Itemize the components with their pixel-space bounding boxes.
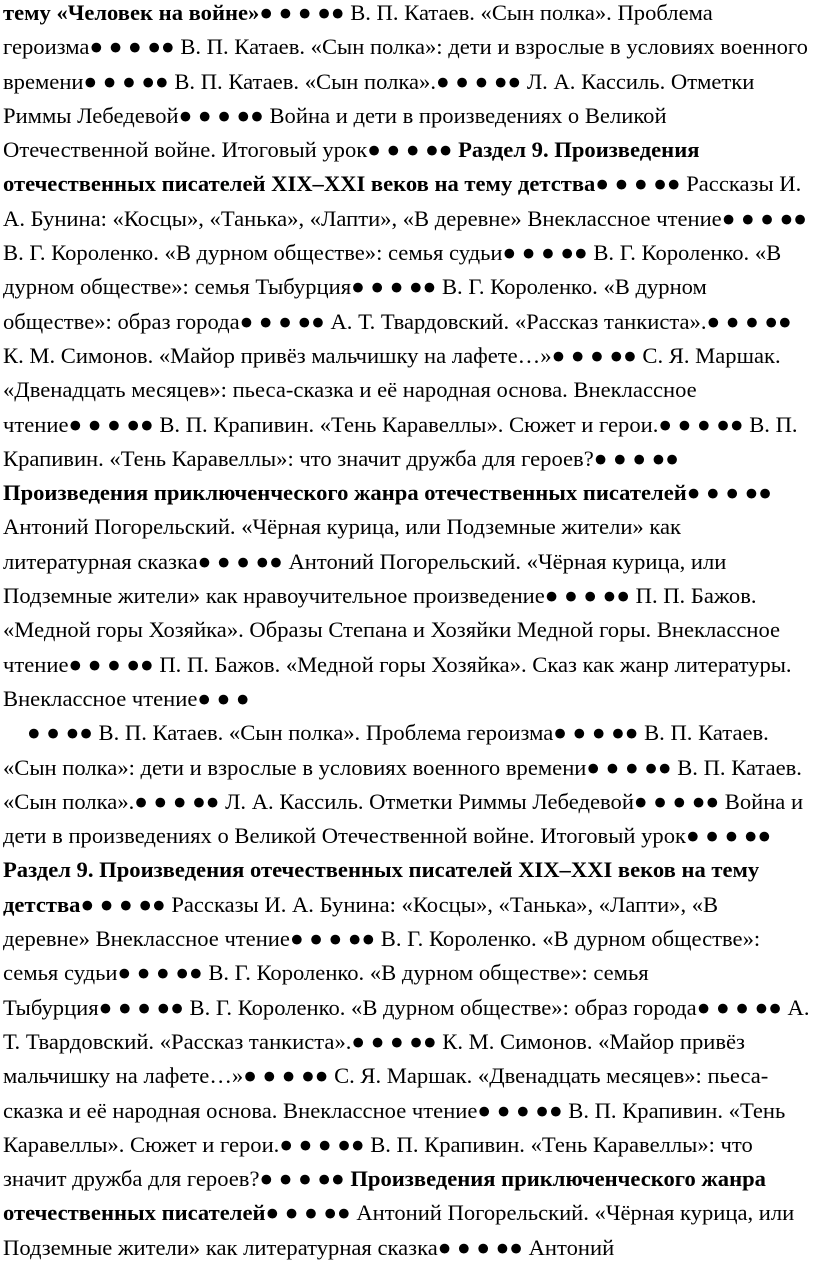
topic-item: В. Г. Короленко. «В дурном обществе»: семья Тыбурция bbox=[3, 960, 649, 1020]
topic-item: Рассказы И. А. Бунина: «Косцы», «Танька», «Лапти», «В деревне» Внеклассное чтение bbox=[3, 891, 719, 952]
topic-item: Л. А. Кассиль. Отметки Риммы Лебедевой bbox=[225, 788, 634, 814]
bullet-separator: ● ● ● ●● bbox=[686, 823, 772, 849]
topic-item: П. П. Бажов. «Медной горы Хозяйка». Сказ как жанр литературы. Внеклассное чтение bbox=[3, 651, 792, 711]
bullet-separator: ● ● ● ●● bbox=[197, 548, 283, 574]
bullet-separator: ● ● ● ●● bbox=[68, 651, 154, 677]
topic-item: П. П. Бажов. «Медной горы Хозяйка». Образы Степана и Хозяйки Медной горы. Внеклассное чтение bbox=[3, 583, 781, 677]
bullet-separator: ● ● ● ●● bbox=[259, 0, 345, 25]
section-heading: Произведения приключенческого жанра отечественных писателей bbox=[3, 1166, 766, 1226]
bullet-separator: ● ● ● ●● bbox=[134, 788, 220, 814]
topic-item: В. П. Катаев. «Сын полка»: дети и взрослые в условиях военного времени bbox=[3, 720, 769, 780]
bullet-separator: ● ● ● ●● bbox=[551, 342, 637, 368]
bullet-separator: ● ● ● ●● bbox=[68, 411, 154, 437]
topic-item: А. Т. Твардовский. «Рассказ танкиста». bbox=[330, 308, 707, 334]
bullet-separator: ● ● ● ●● bbox=[553, 720, 639, 746]
bullet-separator: ● ● ● ●● bbox=[178, 102, 264, 128]
topic-item: В. П. Катаев. «Сын полка». bbox=[174, 68, 436, 94]
bullet-separator: ● ● ● ●● bbox=[243, 1063, 329, 1089]
topic-item: К. М. Симонов. «Майор привёз мальчишку на лафете…» bbox=[3, 342, 552, 368]
bullet-separator: ● ● ● ●● bbox=[544, 583, 630, 609]
topic-item: А. Т. Твардовский. «Рассказ танкиста». bbox=[3, 994, 810, 1054]
topic-item: Л. А. Кассиль. Отметки Риммы Лебедевой bbox=[3, 68, 755, 128]
topic-item: Антоний Погорельский. «Чёрная курица, или Подземные жители» как нравоучительное произведение bbox=[3, 548, 727, 609]
section-heading: Раздел 9. Произведения отечественных писателей XIX–XXI веков на тему детства bbox=[3, 857, 760, 917]
topic-list-second bbox=[3, 716, 810, 1262]
bullet-separator: ● ● ● ●● bbox=[259, 1166, 345, 1192]
bullet-separator: ● ● ● ●● bbox=[239, 308, 325, 334]
topic-item: Рассказы И. А. Бунина: «Косцы», «Танька», «Лапти», «В деревне» Внеклассное чтение bbox=[3, 171, 802, 231]
topic-item: В. Г. Короленко. «В дурном обществе»: образ города bbox=[3, 274, 707, 334]
bullet-separator: ● ● ● ●● bbox=[706, 308, 792, 334]
topic-item: К. М. Симонов. «Майор привёз мальчишку на лафете…» bbox=[3, 1028, 745, 1089]
bullet-separator: ● ● ● ●● bbox=[351, 274, 437, 300]
topic-list-b bbox=[3, 720, 810, 1259]
topic-item: С. Я. Маршак. «Двенадцать месяцев»: пьеса-сказка и её народная основа. Внеклассное чтение bbox=[3, 342, 781, 437]
bullet-separator: ● ● ● ●● bbox=[351, 1028, 437, 1054]
topic-item: В. Г. Короленко. «В дурном обществе»: семья судьи bbox=[3, 240, 503, 266]
bullet-separator: ● ● ● ●● bbox=[586, 754, 672, 780]
bullet-separator: ● ● ● ●● bbox=[437, 1234, 523, 1260]
topic-item: В. П. Катаев. «Сын полка»: дети и взрослые в условиях военного времени bbox=[3, 34, 808, 94]
section-heading: Произведения приключенческого жанра отечественных писателей bbox=[3, 480, 687, 506]
bullet-separator: ● ● ● ●● bbox=[83, 68, 169, 94]
topic-item: В. П. Крапивин. «Тень Каравеллы»: что значит дружба для героев? bbox=[3, 411, 798, 471]
topic-item: В. П. Крапивин. «Тень Каравеллы». Сюжет и герои. bbox=[159, 411, 659, 437]
bullet-separator: ● ● ● ●● bbox=[595, 171, 681, 197]
topic-item: Война и дети в произведениях о Великой Отечественной войне. Итоговый урок bbox=[3, 102, 667, 163]
bullet-separator: ● ● ● ●● bbox=[686, 480, 772, 506]
topic-item: В. П. Катаев. «Сын полка». Проблема героизма bbox=[3, 0, 713, 60]
bullet-separator: ● ● ● ●● bbox=[502, 240, 588, 266]
bullet-separator: ● ● ● ●● bbox=[633, 788, 720, 814]
topic-item: В. Г. Короленко. «В дурном обществе»: семья судьи bbox=[3, 926, 761, 986]
topic-item: В. Г. Короленко. «В дурном обществе»: семья Тыбурция bbox=[3, 240, 782, 300]
bullet-separator: ● ● ● ●● bbox=[477, 1097, 563, 1123]
topic-item: Антоний Погорельский. «Чёрная курица, или Подземные жители» как литературная сказка bbox=[3, 514, 682, 574]
bullet-separator: ● ● ● ●● bbox=[367, 137, 453, 163]
bullet-separator: ● ● ● ●● bbox=[721, 205, 807, 231]
topic-list-a bbox=[3, 0, 808, 711]
topic-item: Антоний bbox=[528, 1234, 615, 1260]
topic-item: С. Я. Маршак. «Двенадцать месяцев»: пьеса-сказка и её народная основа. Внеклассное чтение bbox=[3, 1063, 769, 1123]
section-heading: Раздел 9. Произведения отечественных писателей XIX–XXI веков на тему детства bbox=[3, 137, 700, 197]
topic-item: В. П. Катаев. «Сын полка». Проблема героизма bbox=[98, 720, 554, 746]
lead-bullets: ● ● ●● bbox=[27, 720, 93, 746]
bullet-separator: ● ● ● ●● bbox=[98, 994, 184, 1020]
bullet-separator: ● ● ● ●● bbox=[289, 926, 376, 952]
topic-item: В. П. Катаев. «Сын полка». bbox=[3, 754, 802, 814]
topic-item: В. П. Крапивин. «Тень Каравеллы». Сюжет и герои. bbox=[3, 1097, 786, 1157]
bullet-separator: ● ● ● ●● bbox=[279, 1131, 365, 1157]
bullet-separator: ● ● ● ●● bbox=[593, 445, 679, 471]
topic-item: В. Г. Короленко. «В дурном обществе»: образ города bbox=[189, 994, 697, 1020]
bullet-separator: ● ● ● ●● bbox=[436, 68, 522, 94]
topic-item: Война и дети в произведениях о Великой Отечественной войне. Итоговый урок bbox=[3, 788, 804, 849]
bullet-separator: ● ● ● ●● bbox=[89, 34, 175, 60]
bullet-separator: ● ● ● ●● bbox=[117, 960, 203, 986]
topic-list-first bbox=[3, 0, 810, 716]
topic-item: В. П. Крапивин. «Тень Каравеллы»: что значит дружба для героев? bbox=[3, 1131, 753, 1192]
topic-item: Антоний Погорельский. «Чёрная курица, или Подземные жители» как литературная сказка bbox=[3, 1200, 795, 1260]
bullet-separator-tail: ● ● ● bbox=[197, 685, 250, 711]
bullet-separator: ● ● ● ●● bbox=[80, 891, 166, 917]
bullet-separator: ● ● ● ●● bbox=[658, 411, 744, 437]
bullet-separator: ● ● ● ●● bbox=[696, 994, 782, 1020]
topic-intro: тему «Человек на войне» bbox=[3, 0, 260, 25]
bullet-separator: ● ● ● ●● bbox=[265, 1200, 351, 1226]
